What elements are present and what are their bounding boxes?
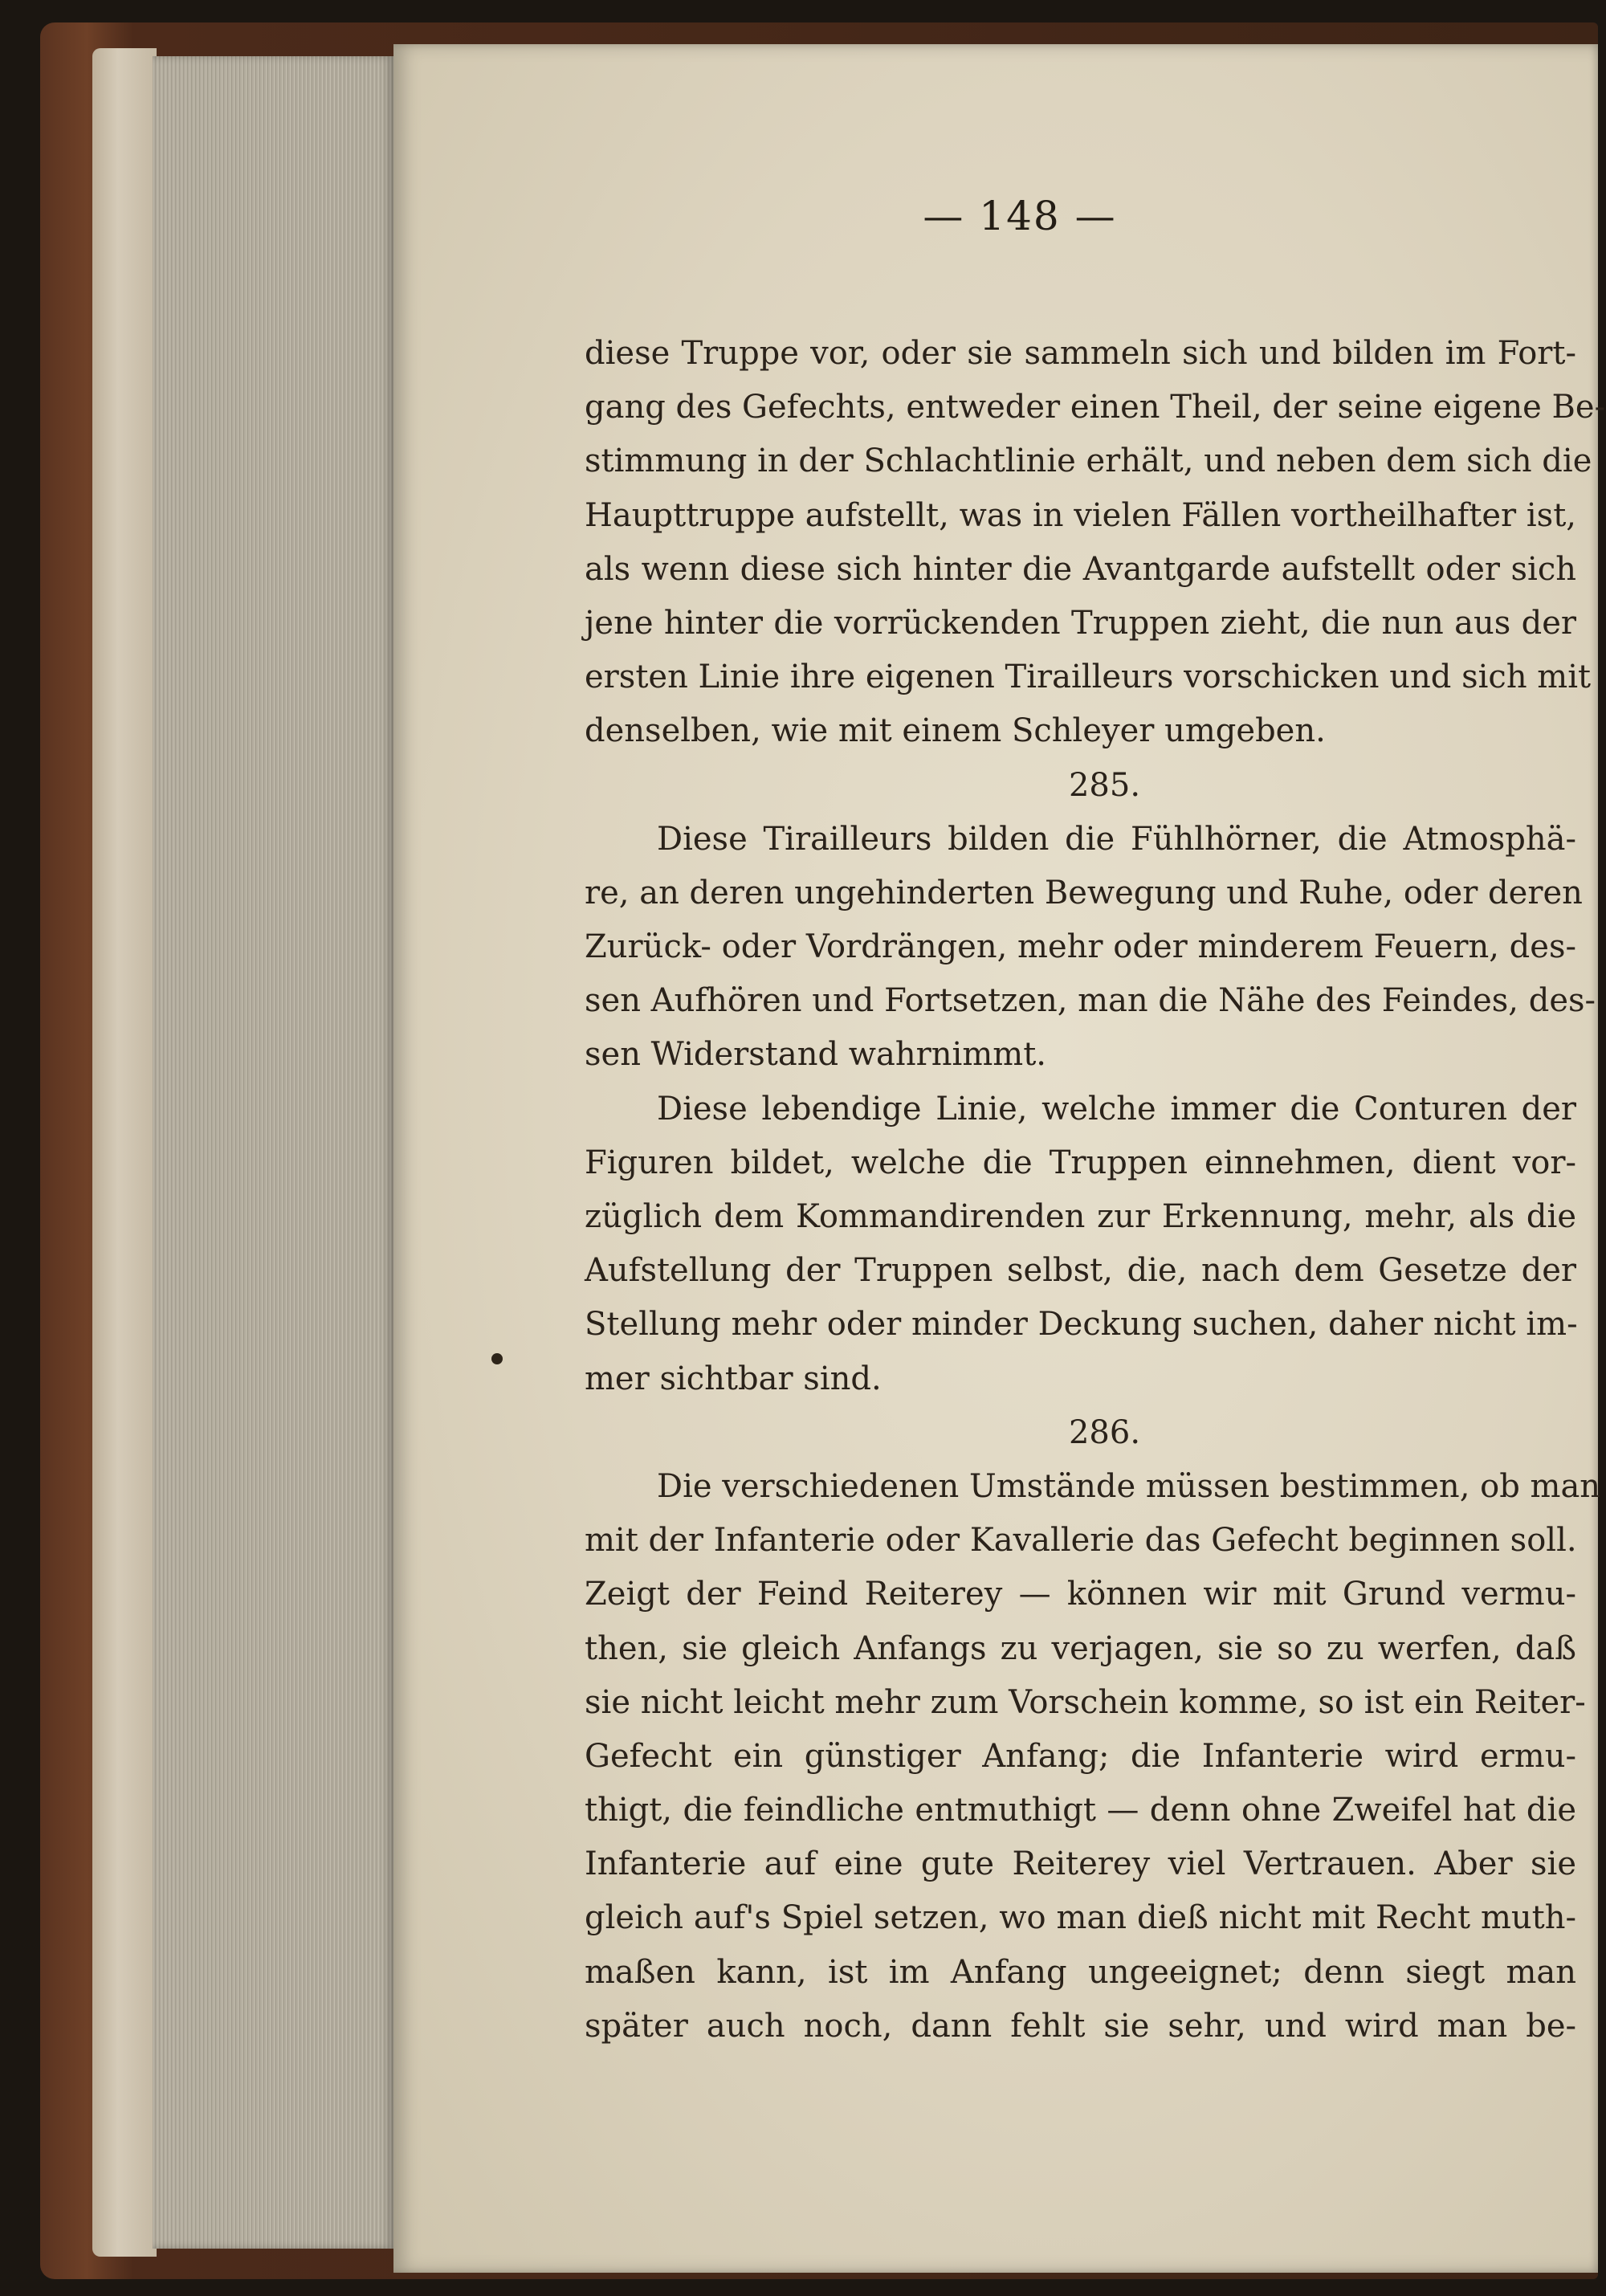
text-line: re, an deren ungehinderten Bewegung und Ruhe, oder deren [585,874,1583,911]
text-line: Gefecht ein günstiger Anfang; die Infanterie wird ermu- [585,1737,1576,1775]
text-line: thigt, die feindliche entmuthigt — denn ohne Zweifel hat die [585,1792,1576,1829]
text-line: Infanterie auf eine gute Reiterey viel Vertrauen. Aber sie [585,1845,1576,1883]
text-line: mit der Infanterie oder Kavallerie das Gefecht beginnen soll. [585,1522,1577,1560]
text-line: züglich dem Kommandirenden zur Erkennung, mehr, als die [585,1198,1576,1235]
text-line: Zeigt der Feind Reiterey — können wir mit Grund vermu- [585,1576,1576,1613]
text-line: Aufstellung der Truppen selbst, die, nach dem Gesetze der [585,1252,1576,1290]
text-line: Haupttruppe aufstellt, was in vielen Fällen vortheilhafter ist, [585,496,1576,534]
text-line: später auch noch, dann fehlt sie sehr, und wird man be- [585,2007,1576,2045]
text-line: gang des Gefechts, entweder einen Theil, der seine eigene Be- [585,389,1606,426]
text-line: als wenn diese sich hinter die Avantgarde aufstellt oder sich [585,550,1576,588]
text-line: ersten Linie ihre eigenen Tirailleurs vorschicken und sich mit [585,659,1592,696]
text-line: Diese Tirailleurs bilden die Fühlhörner, die Atmosphä- [657,820,1576,858]
text-line: mer sichtbar sind. [585,1360,882,1397]
text-line: Figuren bildet, welche die Truppen einnehmen, dient vor- [585,1144,1576,1181]
page-block [92,48,157,2257]
text-line: diese Truppe vor, oder sie sammeln sich und bilden im Fort- [585,335,1576,372]
text-line: stimmung in der Schlachtlinie erhält, und neben dem sich die [585,442,1592,480]
text-line: then, sie gleich Anfangs zu verjagen, sie so zu werfen, daß [585,1629,1576,1667]
ink-blot [491,1353,503,1364]
text-line: denselben, wie mit einem Schleyer umgeben. [585,712,1326,750]
book-page [393,44,1606,2273]
text-line: sen Aufhören und Fortsetzen, man die Nähe des Feindes, des- [585,982,1596,1020]
text-line: Die verschiedenen Umstände müssen bestimmen, ob man [657,1467,1601,1505]
text-line: Stellung mehr oder minder Deckung suchen, daher nicht im- [585,1306,1578,1344]
text-line: Diese lebendige Linie, welche immer die Conturen der [657,1090,1576,1128]
text-line: jene hinter die vorrückenden Truppen zieht, die nun aus der [585,604,1576,642]
page-edges [153,56,393,2249]
text-line: gleich auf's Spiel setzen, wo man dieß nicht mit Recht muth- [585,1899,1576,1937]
text-line: Zurück- oder Vordrängen, mehr oder minderem Feuern, des- [585,928,1576,966]
text-line: sie nicht leicht mehr zum Vorschein komme, so ist ein Reiter- [585,1683,1586,1721]
body-text [585,327,1606,2053]
text-line: sen Widerstand wahrnimmt. [585,1036,1046,1074]
section-number: 285. [1068,766,1141,804]
text-line: maßen kann, ist im Anfang ungeeignet; denn siegt man [585,1953,1576,1991]
page-number: — 148 — [923,193,1117,239]
section-number: 286. [1068,1413,1141,1451]
